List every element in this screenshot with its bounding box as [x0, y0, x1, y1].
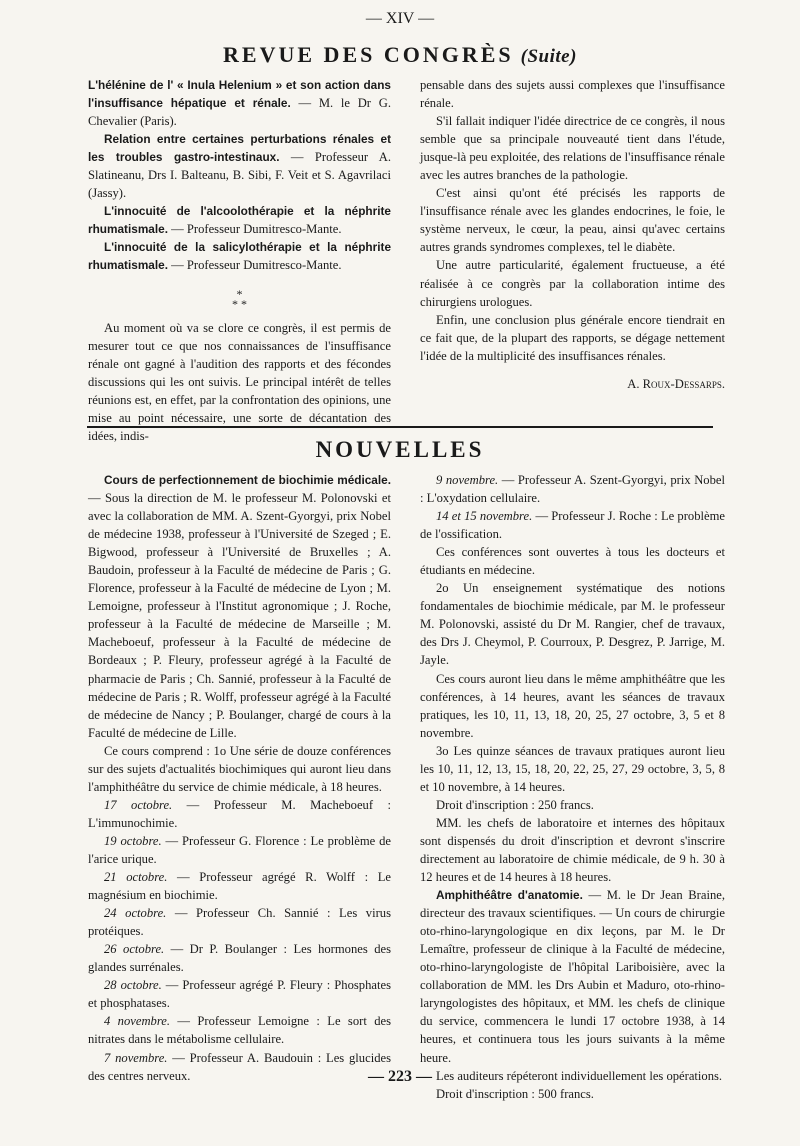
news-paragraph: Droit d'inscription : 250 francs. [436, 797, 594, 812]
signature: A. Roux-Dessarps. [627, 376, 725, 391]
revue-left-column [88, 76, 391, 445]
revue-item-author: — Professeur Dumitresco-Mante. [168, 258, 342, 273]
news-program: Ce cours comprend : 1o Une série de douze conférences sur des sujets d'actualités biochimiques qui auront lieu dans l'amphithéâtre du service de chimie médicale, à 18 heures. [88, 743, 391, 794]
revue-item [88, 238, 391, 274]
lecture-date: 21 octobre. [104, 870, 168, 885]
lecture-item [420, 471, 725, 507]
lecture-text: — Dr P. Boulanger : Les hormones des glandes surrénales. [88, 942, 391, 975]
lecture-text: — Professeur agrégé R. Wolff : Le magnésium en biochimie. [88, 870, 391, 903]
news-lead-text: — Sous la direction de M. le professeur M. Polonovski et avec la collaboration de MM. A. Szent-Gyorgyi, prix Nobel de médecine 1938, professeur à l'Université de Szeged ; E. Bigwood, professeur à l'Université de Bruxelles ; A. Baudoin, professeur à la Faculté de médecine de Paris ; G. Florence, professeur à la Faculté de médecine de Lyon ; M. Lemoigne, professeur à l'Institut agronomique ; J. Roche, professeur à la Faculté de médecine de Marseille ; M. Macheboeuf, professeur à la Faculté de médecine de Bordeaux ; P. Fleury, professeur agrégé à la Faculté de pharmacie de Paris ; Ch. Sannié, professeur à la Faculté de médecine de Paris ; R. Wolff, professeur agrégé à la Faculté de médecine de Nancy ; P. Boulanger, chargé de cours à la Faculté de médecine de Lille. [88, 491, 391, 740]
lecture-item [88, 976, 391, 1012]
revue-item-title: L'hélénine de l' « Inula Helenium » et son action dans l'insuffisance hépatique et rénale. [88, 78, 391, 111]
lecture-item [420, 507, 725, 543]
news-paragraph: 3o Les quinze séances de travaux pratiques auront lieu les 10, 11, 12, 13, 15, 18, 20, 22, 25, 27, 29 octobre, 3, 5, 8 et 10 novembre, à 14 heures. [420, 743, 725, 794]
revue-paragraph: pensable dans des sujets aussi complexes que l'insuffisance rénale. [420, 78, 725, 111]
lecture-date: 7 novembre. [104, 1050, 168, 1065]
revue-right-column [420, 76, 725, 393]
lecture-date: 4 novembre. [104, 1014, 171, 1029]
amphi-text: — M. le Dr Jean Braine, directeur des travaux scientifiques. — Un cours de chirurgie oto-rhino-laryngologique en dix leçons, par M. le Dr Lemaître, professeur de clinique à la Faculté de médecine, oto-rhino-laryngologiste de l'hôpital Lariboisière, avec la collaboration de MM. les Drs Aubin et Maduro, oto-rhino-laryngologistes des hôpitaux, et MM. les chefs de clinique du service, commencera le lundi 17 octobre 1938, à 14 heures, et continuera tous les jours suivants à la même heure. [420, 888, 725, 1065]
revue-item [88, 76, 391, 130]
lecture-item [88, 940, 391, 976]
page-number: — 223 — [368, 1068, 432, 1085]
revue-item-author: — Professeur A. Slatineanu, Drs I. Balteanu, B. Sibi, F. Veit et S. Agavrilaci (Jassy). [88, 150, 391, 201]
asterism-top: * [236, 286, 243, 301]
news-paragraph: Les auditeurs répéteront individuellement les opérations. [436, 1068, 723, 1083]
news-paragraph: Droit d'inscription : 500 francs. [436, 1086, 594, 1101]
news-paragraph: Ces conférences sont ouvertes à tous les docteurs et étudiants en médecine. [420, 545, 725, 578]
revue-item [88, 130, 391, 202]
lecture-text: — Professeur A. Szent-Gyorgyi, prix Nobel : L'oxydation cellulaire. [420, 473, 725, 506]
revue-item-author: — M. le Dr G. Chevalier (Paris). [88, 96, 391, 129]
lecture-item [88, 796, 391, 832]
revue-heading [0, 42, 800, 68]
revue-suite: (Suite) [520, 46, 577, 67]
lecture-item [88, 1012, 391, 1048]
revue-title: REVUE DES CONGRÈS [223, 42, 514, 67]
news-paragraph: MM. les chefs de laboratoire et internes des hôpitaux sont dispensés du droit d'inscription et devront s'inscrire directement au laboratoire de chimie médicale, de 9 h. 30 à 12 heures et de 14 heures à 18 heures. [420, 815, 725, 885]
lecture-text: — Professeur Ch. Sannié : Les virus protéiques. [88, 906, 391, 939]
amphi-notice [420, 886, 725, 1066]
lecture-item [88, 868, 391, 904]
revue-paragraph: Enfin, une conclusion plus générale encore tiendrait en ce fait que, de la plupart des rapports, se dégage nettement l'idée de la multiplicité des insuffisances rénales. [420, 312, 725, 363]
asterism [88, 286, 391, 311]
lecture-item [88, 832, 391, 868]
section-divider [87, 426, 713, 428]
revue-paragraph: C'est ainsi qu'ont été précisés les rapports de l'insuffisance rénale avec les glandes endocrines, le foie, le système nerveux, le cœur, la peau, ainsi qu'avec certains autres grands syndromes complexes, tel le diabète. [420, 186, 725, 255]
lecture-text: — Professeur agrégé P. Fleury : Phosphates et phosphatases. [88, 978, 391, 1011]
revue-paragraph: S'il fallait indiquer l'idée directrice de ce congrès, il nous semble que sa principale nouveauté tient dans l'étude, jusque-là peu exploitée, des relations de l'insuffisance rénale avec les autres branches de la pathologie. [420, 114, 725, 183]
asterism-bottom: * * [232, 296, 247, 311]
revue-item-title: L'innocuité de l'alcoolothérapie et la néphrite rhumatismale. [88, 204, 391, 237]
lecture-date: 17 octobre. [104, 797, 173, 812]
nouvelles-right-column [420, 471, 725, 1103]
lecture-text: — Professeur A. Baudouin : Les glucides des centres nerveux. [88, 1050, 391, 1083]
news-paragraph: 2o Un enseignement systématique des notions fondamentales de biochimie médicale, par M. le professeur M. Polonovski, assisté du Dr M. Rangier, chef de travaux, des Drs J. Cheymol, P. Courroux, P. Desgrez, P. Jarrige, M. Jayle. [420, 581, 725, 668]
lecture-date: 28 octobre. [104, 978, 162, 993]
news-lead [88, 471, 391, 742]
nouvelles-left-column [88, 471, 391, 1085]
nouvelles-heading [0, 437, 800, 463]
lecture-text: — Professeur M. Macheboeuf : L'immunochimie. [88, 797, 391, 830]
revue-paragraph: Une autre particularité, également fructueuse, a été réalisée à ce congrès par la collaboration intime des chirurgiens urologues. [420, 258, 725, 309]
news-lead-title: Cours de perfectionnement de biochimie médicale. [104, 473, 391, 487]
lecture-text: — Professeur Lemoigne : Le sort des nitrates dans le métabolisme cellulaire. [88, 1014, 391, 1047]
news-paragraph: Ces cours auront lieu dans le même amphithéâtre que les conférences, à 14 heures, avant les séances de travaux pratiques, les 10, 11, 13, 18, 20, 25, 27 octobre, 3, 5 et 8 novembre. [420, 671, 725, 740]
lecture-date: 14 et 15 novembre. [436, 509, 533, 524]
revue-body-left: Au moment où va se clore ce congrès, il est permis de mesurer tout ce que nos connaissances de l'insuffisance rénale ont gagné à l'audition des rapports et des fécondes discussions qui les ont suivis. Le principal intérêt de telles réunions est, en effet, par la confrontation des opinions, une mise au point nécessaire, une sorte de décantation des idées, indis- [88, 320, 391, 443]
nouvelles-title: NOUVELLES [315, 437, 485, 462]
lecture-date: 24 octobre. [104, 906, 167, 921]
revue-item-author: — Professeur Dumitresco-Mante. [168, 222, 342, 237]
lecture-date: 9 novembre. [436, 473, 499, 487]
lecture-date: 26 octobre. [104, 942, 165, 957]
revue-item [88, 202, 391, 238]
lecture-text: — Professeur J. Roche : Le problème de l'ossification. [420, 509, 725, 542]
lecture-item [88, 904, 391, 940]
lecture-text: — Professeur G. Florence : Le problème de l'arice urique. [88, 833, 391, 866]
page-roman-numeral: — XIV — [365, 10, 435, 27]
revue-item-title: L'innocuité de la salicylothérapie et la néphrite rhumatismale. [88, 240, 391, 273]
amphi-title: Amphithéâtre d'anatomie. [436, 888, 583, 903]
lecture-date: 19 octobre. [104, 833, 162, 848]
revue-item-title: Relation entre certaines perturbations rénales et les troubles gastro-intestinaux. [88, 132, 391, 165]
